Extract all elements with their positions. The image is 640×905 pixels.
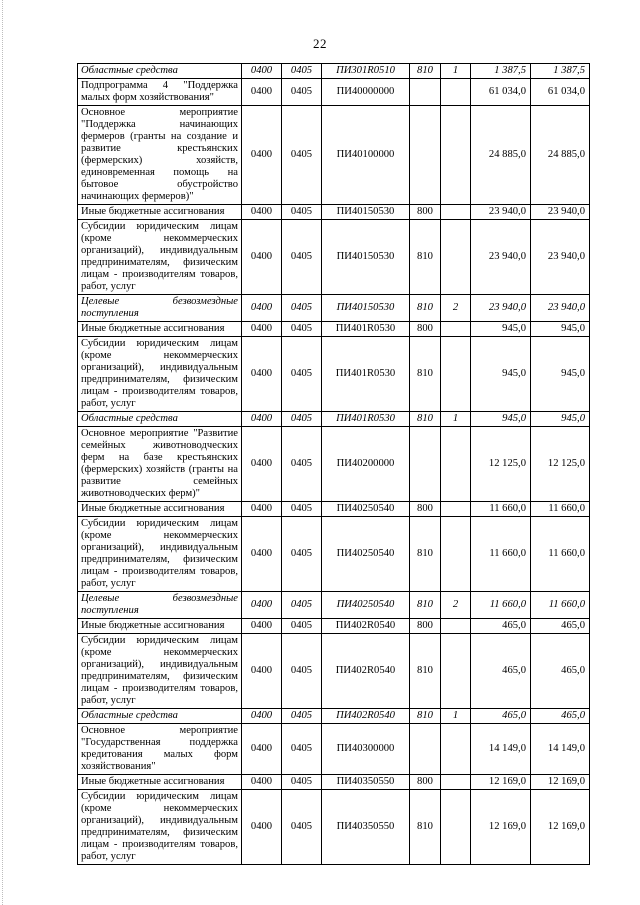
target-article-cell: ПИ40300000 xyxy=(322,724,410,775)
target-article-cell: ПИ40250540 xyxy=(322,592,410,619)
section-code-cell: 0400 xyxy=(242,322,282,337)
expense-type-cell: 810 xyxy=(410,790,441,865)
target-article-cell: ПИ401R0530 xyxy=(322,337,410,412)
table-row xyxy=(78,619,590,634)
table-row xyxy=(78,592,590,619)
expense-type-cell xyxy=(410,79,441,106)
expense-type-cell: 800 xyxy=(410,322,441,337)
table-row xyxy=(78,427,590,502)
amount-cell: 23 940,0 xyxy=(471,205,531,220)
subsection-code-cell: 0405 xyxy=(282,709,322,724)
source-code-cell xyxy=(441,775,471,790)
amount-total-cell: 945,0 xyxy=(531,337,590,412)
expense-type-cell: 800 xyxy=(410,775,441,790)
amount-total-cell: 23 940,0 xyxy=(531,205,590,220)
source-code-cell xyxy=(441,790,471,865)
amount-cell: 11 660,0 xyxy=(471,517,531,592)
expense-type-cell: 800 xyxy=(410,205,441,220)
section-code-cell: 0400 xyxy=(242,790,282,865)
amount-total-cell: 12 169,0 xyxy=(531,790,590,865)
target-article-cell: ПИ40200000 xyxy=(322,427,410,502)
section-code-cell: 0400 xyxy=(242,427,282,502)
budget-table xyxy=(77,63,590,865)
target-article-cell: ПИ40250540 xyxy=(322,502,410,517)
row-name-cell: Иные бюджетные ассигнования xyxy=(78,502,242,517)
row-name-cell: Иные бюджетные ассигнования xyxy=(78,322,242,337)
subsection-code-cell: 0405 xyxy=(282,592,322,619)
expense-type-cell xyxy=(410,106,441,205)
table-row xyxy=(78,106,590,205)
subsection-code-cell: 0405 xyxy=(282,517,322,592)
subsection-code-cell: 0405 xyxy=(282,322,322,337)
amount-cell: 61 034,0 xyxy=(471,79,531,106)
table-row xyxy=(78,79,590,106)
amount-total-cell: 945,0 xyxy=(531,322,590,337)
table-row xyxy=(78,790,590,865)
expense-type-cell xyxy=(410,427,441,502)
section-code-cell: 0400 xyxy=(242,106,282,205)
subsection-code-cell: 0405 xyxy=(282,724,322,775)
amount-cell: 23 940,0 xyxy=(471,220,531,295)
target-article-cell: ПИ40150530 xyxy=(322,205,410,220)
row-name-cell: Субсидии юридическим лицам (кроме некоммерческих организаций), индивидуальным предпринимателям, физическим лицам - производителям товаров, работ, услуг xyxy=(78,634,242,709)
row-name-cell: Областные средства xyxy=(78,412,242,427)
amount-total-cell: 945,0 xyxy=(531,412,590,427)
expense-type-cell: 800 xyxy=(410,619,441,634)
section-code-cell: 0400 xyxy=(242,205,282,220)
target-article-cell: ПИ40350550 xyxy=(322,790,410,865)
table-row xyxy=(78,775,590,790)
subsection-code-cell: 0405 xyxy=(282,337,322,412)
amount-cell: 11 660,0 xyxy=(471,502,531,517)
amount-cell: 465,0 xyxy=(471,709,531,724)
subsection-code-cell: 0405 xyxy=(282,220,322,295)
table-row xyxy=(78,709,590,724)
section-code-cell: 0400 xyxy=(242,724,282,775)
section-code-cell: 0400 xyxy=(242,79,282,106)
subsection-code-cell: 0405 xyxy=(282,106,322,205)
amount-total-cell: 465,0 xyxy=(531,709,590,724)
section-code-cell: 0400 xyxy=(242,517,282,592)
amount-total-cell: 61 034,0 xyxy=(531,79,590,106)
amount-cell: 24 885,0 xyxy=(471,106,531,205)
row-name-cell: Подпрограмма 4 "Поддержка малых форм хозяйствования" xyxy=(78,79,242,106)
section-code-cell: 0400 xyxy=(242,295,282,322)
amount-total-cell: 1 387,5 xyxy=(531,64,590,79)
source-code-cell xyxy=(441,619,471,634)
page-number: 22 xyxy=(313,36,327,51)
source-code-cell: 1 xyxy=(441,64,471,79)
budget-table-body xyxy=(78,64,590,865)
row-name-cell: Субсидии юридическим лицам (кроме некоммерческих организаций), индивидуальным предпринимателям, физическим лицам - производителям товаров, работ, услуг xyxy=(78,220,242,295)
row-name-cell: Иные бюджетные ассигнования xyxy=(78,619,242,634)
target-article-cell: ПИ402R0540 xyxy=(322,619,410,634)
target-article-cell: ПИ40000000 xyxy=(322,79,410,106)
source-code-cell xyxy=(441,427,471,502)
section-code-cell: 0400 xyxy=(242,64,282,79)
source-code-cell xyxy=(441,502,471,517)
target-article-cell: ПИ40150530 xyxy=(322,295,410,322)
source-code-cell xyxy=(441,79,471,106)
source-code-cell: 1 xyxy=(441,412,471,427)
row-name-cell: Областные средства xyxy=(78,64,242,79)
table-row xyxy=(78,205,590,220)
target-article-cell: ПИ40250540 xyxy=(322,517,410,592)
amount-cell: 12 169,0 xyxy=(471,775,531,790)
amount-cell: 945,0 xyxy=(471,412,531,427)
expense-type-cell: 810 xyxy=(410,634,441,709)
source-code-cell xyxy=(441,337,471,412)
amount-total-cell: 23 940,0 xyxy=(531,295,590,322)
expense-type-cell: 810 xyxy=(410,709,441,724)
section-code-cell: 0400 xyxy=(242,709,282,724)
expense-type-cell: 810 xyxy=(410,517,441,592)
amount-cell: 945,0 xyxy=(471,322,531,337)
amount-cell: 14 149,0 xyxy=(471,724,531,775)
row-name-cell: Основное мероприятие "Поддержка начинающих фермеров (гранты на создание и развитие крестьянских (фермерских) хозяйств, единовременная помощь на бытовое обустройство начинающих фермеров)" xyxy=(78,106,242,205)
table-row xyxy=(78,322,590,337)
amount-total-cell: 11 660,0 xyxy=(531,502,590,517)
table-row xyxy=(78,295,590,322)
section-code-cell: 0400 xyxy=(242,634,282,709)
amount-total-cell: 11 660,0 xyxy=(531,517,590,592)
section-code-cell: 0400 xyxy=(242,220,282,295)
source-code-cell xyxy=(441,220,471,295)
source-code-cell: 2 xyxy=(441,295,471,322)
table-row xyxy=(78,337,590,412)
target-article-cell: ПИ401R0530 xyxy=(322,322,410,337)
source-code-cell xyxy=(441,724,471,775)
amount-cell: 1 387,5 xyxy=(471,64,531,79)
amount-total-cell: 465,0 xyxy=(531,634,590,709)
source-code-cell xyxy=(441,205,471,220)
section-code-cell: 0400 xyxy=(242,412,282,427)
subsection-code-cell: 0405 xyxy=(282,502,322,517)
row-name-cell: Областные средства xyxy=(78,709,242,724)
amount-cell: 23 940,0 xyxy=(471,295,531,322)
source-code-cell xyxy=(441,634,471,709)
amount-cell: 465,0 xyxy=(471,619,531,634)
subsection-code-cell: 0405 xyxy=(282,775,322,790)
row-name-cell: Субсидии юридическим лицам (кроме некоммерческих организаций), индивидуальным предпринимателям, физическим лицам - производителям товаров, работ, услуг xyxy=(78,337,242,412)
row-name-cell: Целевые безвозмездные поступления xyxy=(78,592,242,619)
page-binding-edge xyxy=(2,0,4,905)
subsection-code-cell: 0405 xyxy=(282,619,322,634)
row-name-cell: Иные бюджетные ассигнования xyxy=(78,775,242,790)
source-code-cell: 1 xyxy=(441,709,471,724)
subsection-code-cell: 0405 xyxy=(282,427,322,502)
expense-type-cell: 810 xyxy=(410,295,441,322)
expense-type-cell: 810 xyxy=(410,64,441,79)
target-article-cell: ПИ40350550 xyxy=(322,775,410,790)
expense-type-cell xyxy=(410,724,441,775)
expense-type-cell: 810 xyxy=(410,220,441,295)
target-article-cell: ПИ402R0540 xyxy=(322,634,410,709)
amount-total-cell: 12 125,0 xyxy=(531,427,590,502)
row-name-cell: Субсидии юридическим лицам (кроме некоммерческих организаций), индивидуальным предпринимателям, физическим лицам - производителям товаров, работ, услуг xyxy=(78,790,242,865)
source-code-cell xyxy=(441,106,471,205)
row-name-cell: Основное мероприятие "Развитие семейных животноводческих ферм на базе крестьянских (фермерских) хозяйств (гранты на развитие семейных животноводческих ферм)" xyxy=(78,427,242,502)
subsection-code-cell: 0405 xyxy=(282,79,322,106)
subsection-code-cell: 0405 xyxy=(282,790,322,865)
amount-total-cell: 14 149,0 xyxy=(531,724,590,775)
table-row xyxy=(78,64,590,79)
amount-total-cell: 465,0 xyxy=(531,619,590,634)
amount-cell: 11 660,0 xyxy=(471,592,531,619)
row-name-cell: Целевые безвозмездные поступления xyxy=(78,295,242,322)
table-row xyxy=(78,724,590,775)
section-code-cell: 0400 xyxy=(242,592,282,619)
amount-total-cell: 23 940,0 xyxy=(531,220,590,295)
amount-cell: 12 125,0 xyxy=(471,427,531,502)
table-row xyxy=(78,517,590,592)
subsection-code-cell: 0405 xyxy=(282,295,322,322)
table-row xyxy=(78,412,590,427)
target-article-cell: ПИ402R0540 xyxy=(322,709,410,724)
expense-type-cell: 800 xyxy=(410,502,441,517)
amount-total-cell: 24 885,0 xyxy=(531,106,590,205)
source-code-cell xyxy=(441,322,471,337)
subsection-code-cell: 0405 xyxy=(282,64,322,79)
amount-cell: 945,0 xyxy=(471,337,531,412)
subsection-code-cell: 0405 xyxy=(282,205,322,220)
expense-type-cell: 810 xyxy=(410,592,441,619)
source-code-cell xyxy=(441,517,471,592)
subsection-code-cell: 0405 xyxy=(282,412,322,427)
expense-type-cell: 810 xyxy=(410,337,441,412)
amount-cell: 12 169,0 xyxy=(471,790,531,865)
table-row xyxy=(78,220,590,295)
row-name-cell: Основное мероприятие "Государственная поддержка кредитования малых форм хозяйствования" xyxy=(78,724,242,775)
amount-total-cell: 11 660,0 xyxy=(531,592,590,619)
target-article-cell: ПИ301R0510 xyxy=(322,64,410,79)
section-code-cell: 0400 xyxy=(242,775,282,790)
source-code-cell: 2 xyxy=(441,592,471,619)
section-code-cell: 0400 xyxy=(242,337,282,412)
target-article-cell: ПИ40100000 xyxy=(322,106,410,205)
section-code-cell: 0400 xyxy=(242,502,282,517)
section-code-cell: 0400 xyxy=(242,619,282,634)
target-article-cell: ПИ401R0530 xyxy=(322,412,410,427)
amount-cell: 465,0 xyxy=(471,634,531,709)
table-row xyxy=(78,634,590,709)
table-row xyxy=(78,502,590,517)
amount-total-cell: 12 169,0 xyxy=(531,775,590,790)
expense-type-cell: 810 xyxy=(410,412,441,427)
target-article-cell: ПИ40150530 xyxy=(322,220,410,295)
subsection-code-cell: 0405 xyxy=(282,634,322,709)
row-name-cell: Иные бюджетные ассигнования xyxy=(78,205,242,220)
row-name-cell: Субсидии юридическим лицам (кроме некоммерческих организаций), индивидуальным предпринимателям, физическим лицам - производителям товаров, работ, услуг xyxy=(78,517,242,592)
